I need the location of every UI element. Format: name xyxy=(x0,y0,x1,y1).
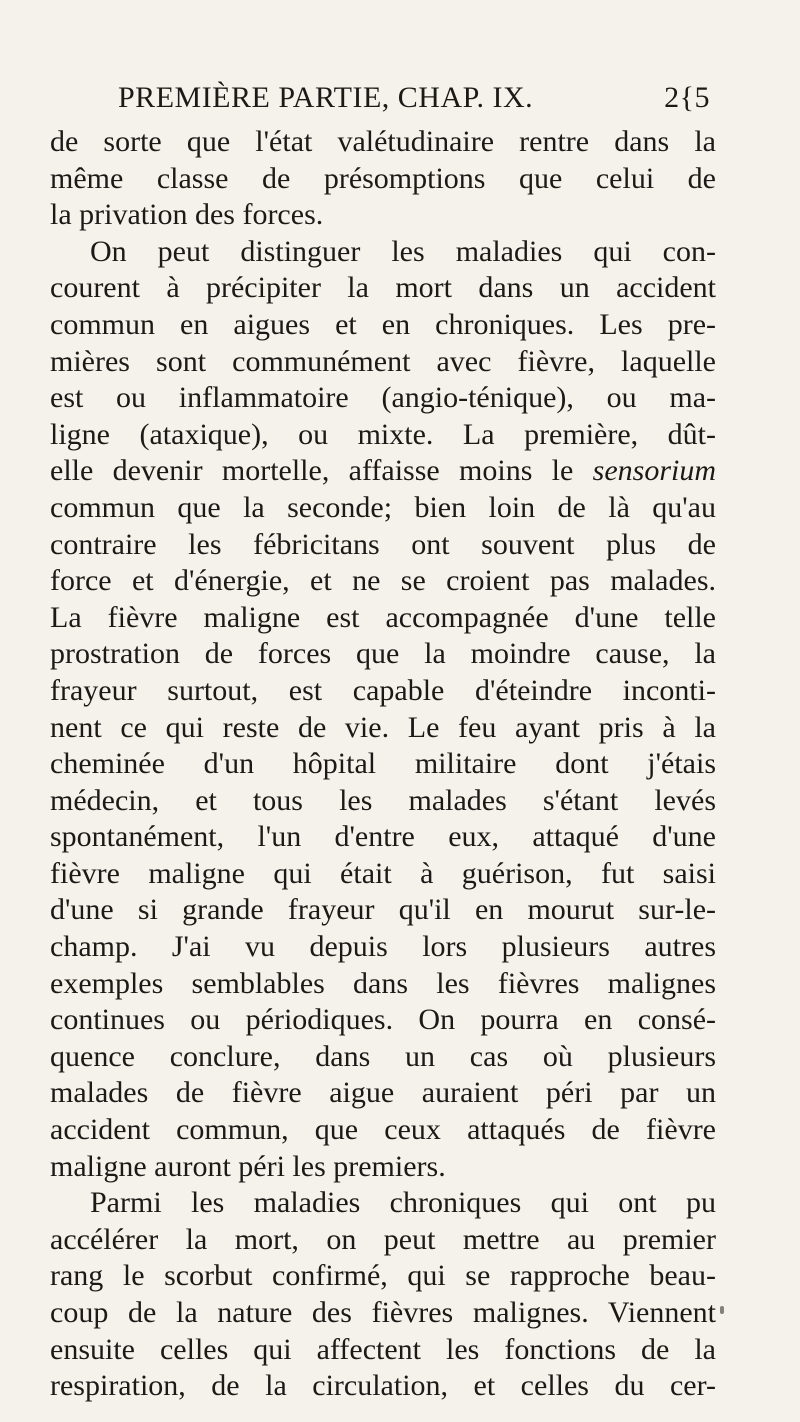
text-line: nent ce qui reste de vie. Le feu ayant pris à la xyxy=(50,710,716,744)
text-line: On peut distinguer les maladies qui con- xyxy=(90,234,716,268)
page-number: 2{5 xyxy=(664,81,710,114)
ink-speck xyxy=(720,1306,724,1314)
text-line: commun en aigues et en chroniques. Les pre- xyxy=(50,307,716,341)
text-line: continues ou périodiques. On pourra en consé- xyxy=(50,1003,716,1037)
text-line: médecin, et tous les malades s'étant levés xyxy=(50,783,716,817)
text-line: maligne auront péri les premiers. xyxy=(50,1149,446,1183)
text-line: quence conclure, dans un cas où plusieurs xyxy=(50,1039,716,1073)
text-line xyxy=(50,453,716,490)
text-line: La fièvre maligne est accompagnée d'une telle xyxy=(50,600,716,634)
text-line: respiration, de la circulation, et celles du cer- xyxy=(50,1369,716,1403)
text-line: spontanément, l'un d'entre eux, attaqué d'une xyxy=(50,820,716,854)
text-line: commun que la seconde; bien loin de là qu'au xyxy=(50,490,716,524)
text-line: force et d'énergie, et ne se croient pas malades. xyxy=(50,564,716,598)
running-head xyxy=(118,78,710,118)
text-line: exemples semblables dans les fièvres malignes xyxy=(50,966,716,1000)
text-line: la privation des forces. xyxy=(50,198,324,232)
text-line: ligne (ataxique), ou mixte. La première, dût- xyxy=(50,417,716,451)
text-line: rang le scorbut confirmé, qui se rapproche beau- xyxy=(50,1259,716,1293)
text-line: prostration de forces que la moindre cause, la xyxy=(50,637,716,671)
text-line: est ou inflammatoire (angio-ténique), ou ma- xyxy=(50,381,716,415)
text-line: champ. J'ai vu depuis lors plusieurs autres xyxy=(50,930,716,964)
text-line: cheminée d'un hôpital militaire dont j'étais xyxy=(50,747,716,781)
text-line: contraire les fébricitans ont souvent plus de xyxy=(50,527,716,561)
text-line: malades de fièvre aigue auraient péri par un xyxy=(50,1076,716,1110)
italic-term: sensorium xyxy=(592,454,716,488)
text-line: d'une si grande frayeur qu'il en mourut sur-le- xyxy=(50,893,716,927)
text-run: elle devenir mortelle, affaisse moins le xyxy=(50,454,593,488)
body-text xyxy=(50,124,716,1405)
text-line: ensuite celles qui affectent les fonctions de la xyxy=(50,1332,716,1366)
text-line: Parmi les maladies chroniques qui ont pu xyxy=(90,1186,716,1220)
text-line: accélérer la mort, on peut mettre au premier xyxy=(50,1222,716,1256)
text-line: fièvre maligne qui était à guérison, fut saisi xyxy=(50,856,716,890)
text-line: coup de la nature des fièvres malignes. Viennent xyxy=(50,1296,716,1329)
text-line: même classe de présomptions que celui de xyxy=(50,161,716,195)
text-line: frayeur surtout, est capable d'éteindre inconti- xyxy=(50,673,716,707)
text-line: de sorte que l'état valétudinaire rentre dans la xyxy=(50,125,716,158)
text-line: courent à précipiter la mort dans un accident xyxy=(50,271,716,305)
chapter-title: PREMIÈRE PARTIE, CHAP. IX. xyxy=(118,81,534,114)
text-line: accident commun, que ceux attaqués de fièvre xyxy=(50,1113,716,1147)
text-line: mières sont communément avec fièvre, laquelle xyxy=(50,344,716,378)
